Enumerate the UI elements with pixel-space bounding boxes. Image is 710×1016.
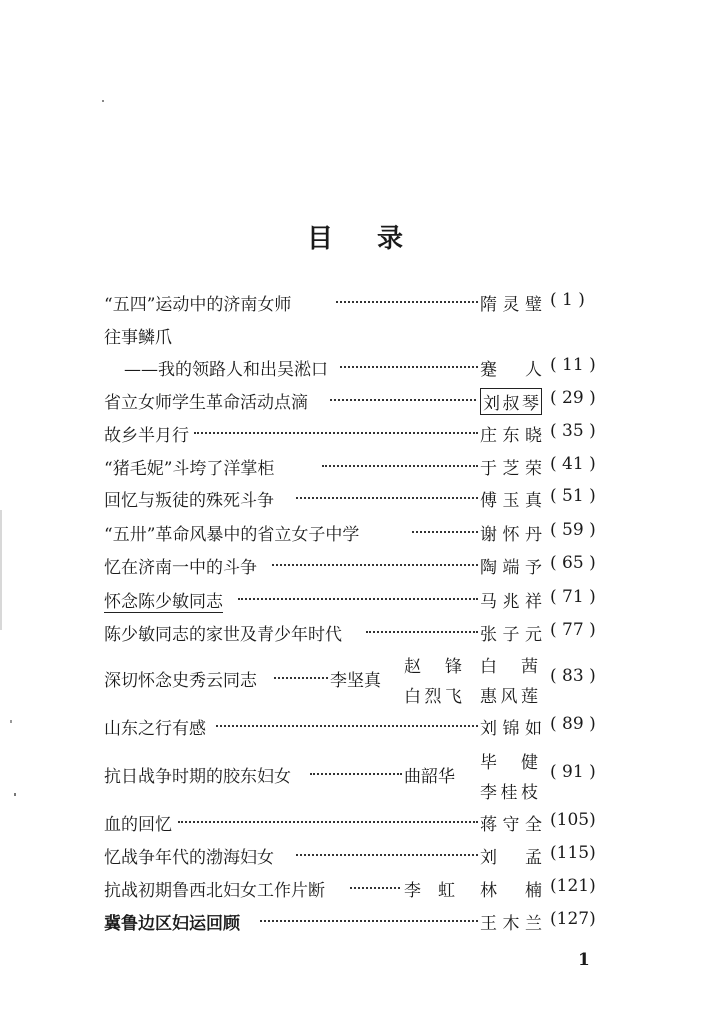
entry-author: 庄东晓: [480, 426, 542, 446]
toc-entry: [104, 876, 614, 906]
toc-entry: [104, 810, 614, 840]
entry-page: ( 83 ): [550, 666, 596, 686]
entry-author: 林 楠: [480, 881, 542, 901]
entry-page: ( 1 ): [550, 290, 585, 310]
entry-title: 忆战争年代的渤海妇女: [104, 848, 274, 868]
entry-page: ( 11 ): [550, 355, 596, 375]
entry-page: ( 89 ): [550, 714, 596, 734]
entry-page: (127): [550, 909, 596, 929]
toc-entry: [104, 323, 614, 353]
dot-leader: [350, 887, 400, 889]
dot-leader: [272, 564, 478, 566]
co-author: 惠风莲: [480, 687, 538, 707]
toc-entry: [104, 486, 614, 516]
dot-leader: [340, 366, 478, 368]
entry-author: 曲韶华: [404, 767, 455, 787]
dot-leader: [366, 631, 478, 633]
entry-author: 傅玉真: [480, 491, 542, 511]
entry-title: 往事鳞爪: [104, 328, 172, 348]
toc-entry: [104, 843, 614, 873]
toc-entry: [104, 421, 614, 451]
entry-title: 冀鲁边区妇运回顾: [104, 914, 240, 934]
entry-page: (121): [550, 876, 596, 896]
dot-leader: [216, 725, 478, 727]
entry-author: 陶端予: [480, 558, 542, 578]
co-author: 毕 健: [480, 753, 538, 773]
entry-subtitle: ——我的领路人和出吴淞口: [124, 360, 328, 380]
entry-author: 于芝荣: [480, 459, 542, 479]
entry-title: 抗日战争时期的胶东妇女: [104, 767, 291, 787]
entry-page: (105): [550, 810, 596, 830]
co-author: 李桂枝: [480, 783, 538, 803]
co-author: 赵 锋: [404, 657, 462, 677]
entry-title: 山东之行有感: [104, 719, 206, 739]
dot-leader: [322, 465, 478, 467]
dot-leader: [336, 301, 478, 303]
entry-author: 蒋守全: [480, 815, 542, 835]
dot-leader: [412, 531, 478, 533]
entry-page: ( 41 ): [550, 454, 596, 474]
dot-leader: [194, 432, 478, 434]
scan-speck: [10, 720, 12, 723]
toc-entry: [104, 553, 614, 583]
entry-title: 忆在济南一中的斗争: [104, 558, 257, 578]
entry-title: “五卅”革命风暴中的省立女子中学: [104, 525, 360, 545]
page-number: 1: [578, 950, 590, 970]
entry-author: 马兆祥: [480, 592, 542, 612]
entry-title: 血的回忆: [104, 815, 172, 835]
entry-title: 深切怀念史秀云同志: [104, 671, 257, 691]
entry-author: 蹇 人: [480, 360, 542, 380]
toc-entry: [104, 520, 614, 550]
toc-heading: 目录: [306, 224, 448, 254]
entry-page: ( 51 ): [550, 486, 596, 506]
entry-author: 李坚真: [330, 671, 381, 691]
entry-title-underlined: 怀念陈少敏同志: [104, 587, 223, 613]
dot-leader: [238, 598, 478, 600]
entry-author-boxed: 刘叔琴: [480, 388, 542, 415]
entry-author: 李 虹: [404, 881, 455, 901]
entry-author: 刘 孟: [480, 848, 542, 868]
dot-leader: [178, 821, 478, 823]
entry-author: 刘锦如: [480, 719, 542, 739]
toc-entry: [104, 388, 614, 418]
dot-leader: [310, 773, 402, 775]
toc-entry: [104, 714, 614, 744]
entry-author: 谢怀丹: [480, 525, 542, 545]
dot-leader: [296, 497, 478, 499]
entry-page: ( 35 ): [550, 421, 596, 441]
entry-title: “猪毛妮”斗垮了洋掌柜: [104, 459, 275, 479]
entry-page: ( 71 ): [550, 587, 596, 607]
entry-page: ( 59 ): [550, 520, 596, 540]
toc-entry: [104, 620, 614, 650]
scan-speck: [14, 793, 16, 796]
scan-edge: [0, 510, 2, 630]
entry-page: ( 77 ): [550, 620, 596, 640]
entry-title: 抗战初期鲁西北妇女工作片断: [104, 881, 325, 901]
entry-title: 故乡半月行: [104, 426, 189, 446]
entry-title: 省立女师学生革命活动点滴: [104, 393, 308, 413]
co-author: 白烈飞: [404, 687, 462, 707]
entry-author: 张子元: [480, 625, 542, 645]
toc-entry: [104, 290, 614, 320]
dot-leader: [330, 399, 476, 401]
co-author: 白 茜: [480, 657, 538, 677]
dot-leader: [296, 854, 478, 856]
entry-title: “五四”运动中的济南女师: [104, 295, 292, 315]
entry-author: 王木兰: [480, 914, 542, 934]
toc-entry: [104, 454, 614, 484]
scan-speck: [102, 100, 104, 102]
dot-leader: [274, 677, 328, 679]
toc-entry: [104, 587, 614, 617]
entry-page: (115): [550, 843, 596, 863]
entry-title: 陈少敏同志的家世及青少年时代: [104, 625, 342, 645]
dot-leader: [260, 920, 478, 922]
toc-entry-continuation: [104, 355, 614, 385]
entry-page: ( 65 ): [550, 553, 596, 573]
entry-page: ( 91 ): [550, 762, 596, 782]
entry-title: 回忆与叛徒的殊死斗争: [104, 491, 274, 511]
entry-page: ( 29 ): [550, 388, 596, 408]
entry-author: 隋灵璧: [480, 295, 542, 315]
toc-entry: [104, 909, 614, 939]
